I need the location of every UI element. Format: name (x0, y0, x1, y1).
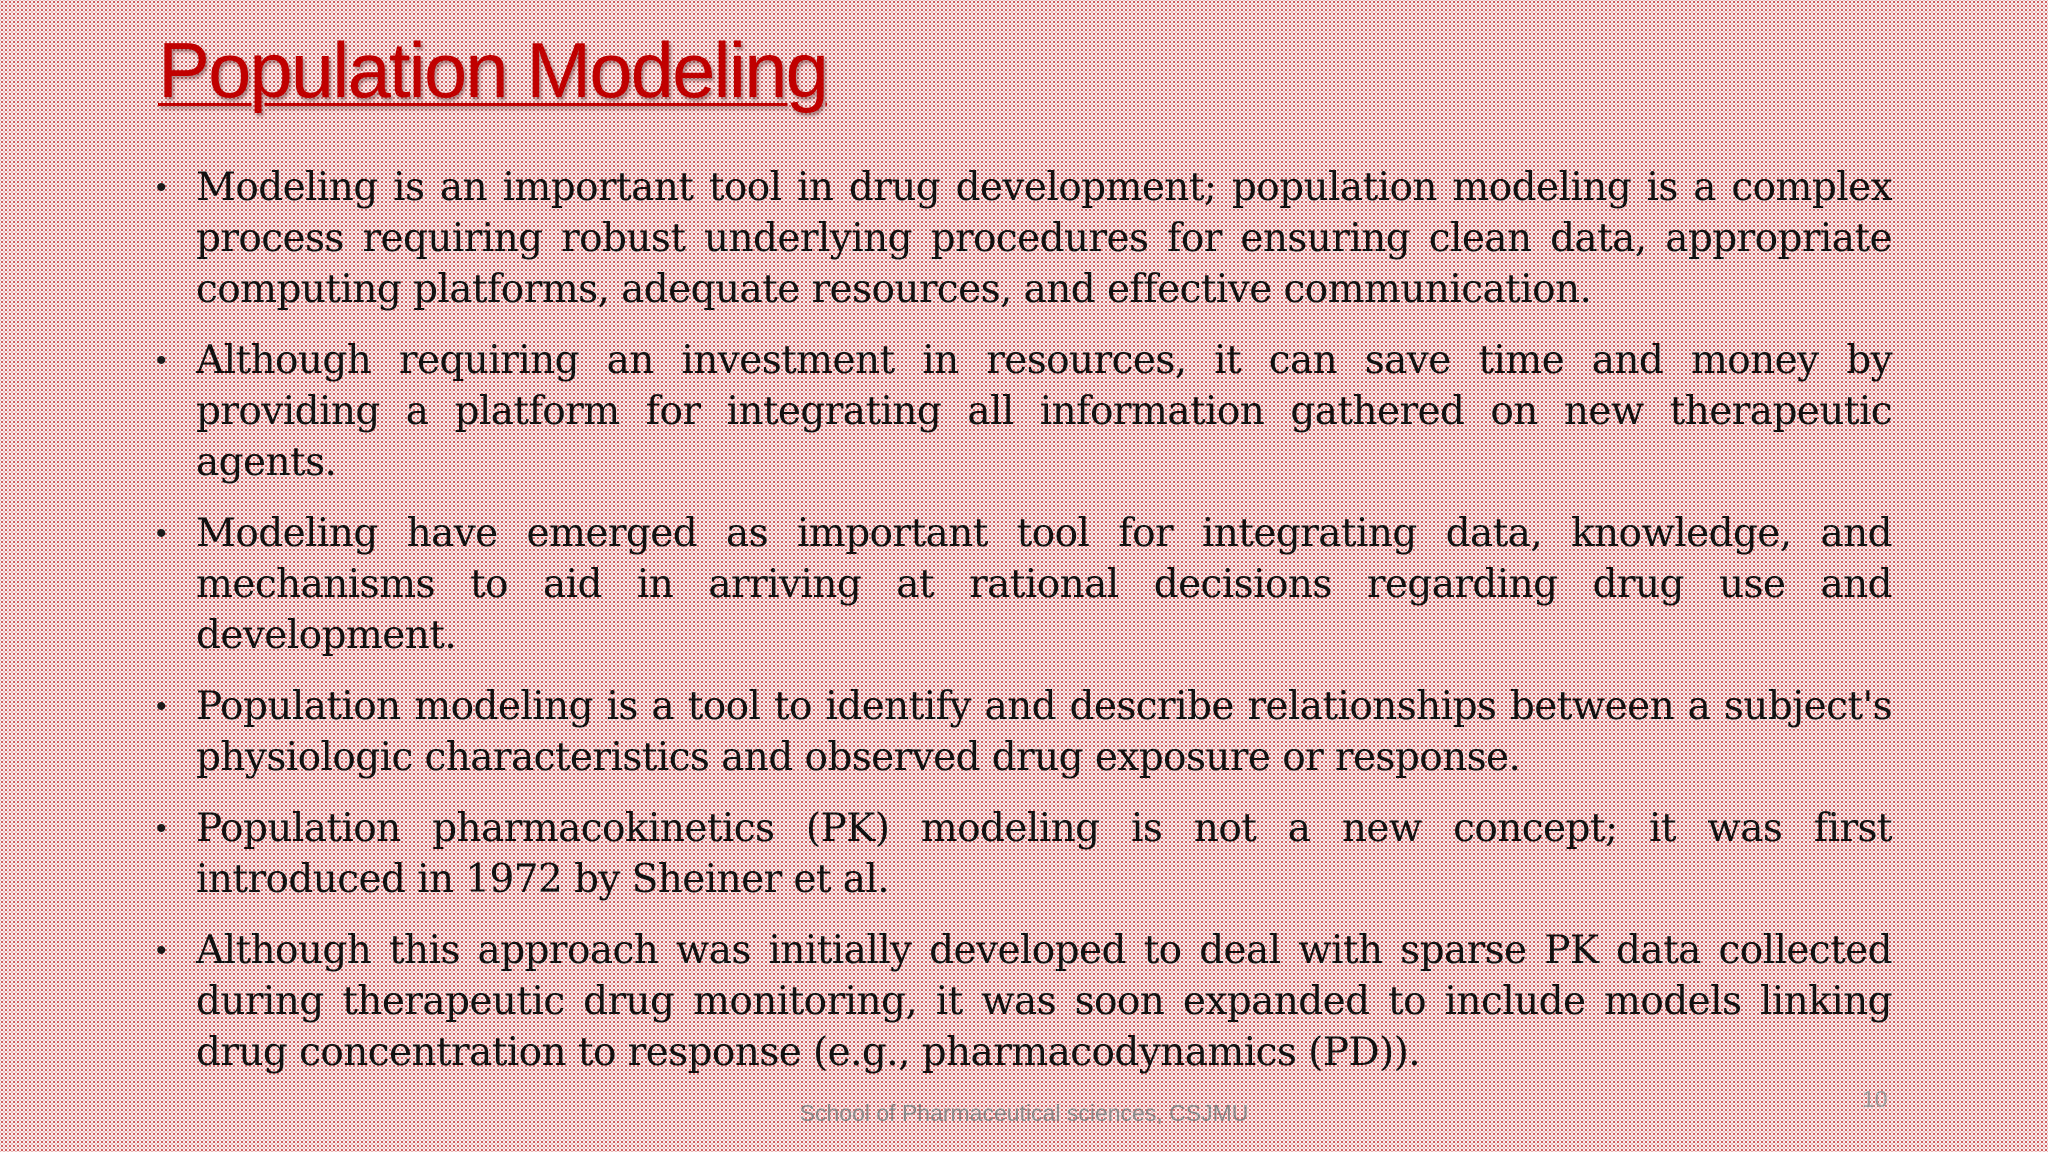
bullet-text: Modeling have emerged as important tool for integrating data, knowledge, and mechanisms to aid in arriving at rational decisions regarding drug use and development. (196, 511, 1892, 658)
bullet-item (154, 335, 1892, 488)
bullet-icon: • (156, 690, 167, 723)
bullet-item (154, 803, 1892, 905)
bullet-text: Although requiring an investment in resources, it can save time and money by providing a platform for integrating all information gathered on new therapeutic agents. (196, 338, 1892, 485)
bullet-item (154, 925, 1892, 1078)
slide-footer: School of Pharmaceutical sciences, CSJMU (799, 1100, 1249, 1126)
slide-title: Population Modeling (158, 26, 827, 114)
bullet-icon: • (156, 344, 167, 377)
bullet-item (154, 681, 1892, 783)
page-number: 10 (1862, 1086, 1888, 1112)
bullet-item (154, 508, 1892, 661)
bullet-list (154, 162, 1892, 1098)
bullet-icon: • (156, 934, 167, 967)
bullet-text: Modeling is an important tool in drug development; population modeling is a complex process requiring robust underlying procedures for ensuring clean data, appropriate computing platforms, adequate resources, and effective communication. (196, 165, 1892, 312)
bullet-item (154, 162, 1892, 315)
bullet-text: Population pharmacokinetics (PK) modeling is not a new concept; it was first introduced in 1972 by Sheiner et al. (196, 806, 1892, 902)
bullet-icon: • (156, 812, 167, 845)
bullet-text: Population modeling is a tool to identify and describe relationships between a subject's physiologic characteristics and observed drug exposure or response. (196, 684, 1892, 780)
bullet-icon: • (156, 171, 167, 204)
bullet-text: Although this approach was initially developed to deal with sparse PK data collected during therapeutic drug monitoring, it was soon expanded to include models linking drug concentration to response (e.g., pharmacodynamics (PD)). (196, 928, 1892, 1075)
bullet-icon: • (156, 517, 167, 550)
